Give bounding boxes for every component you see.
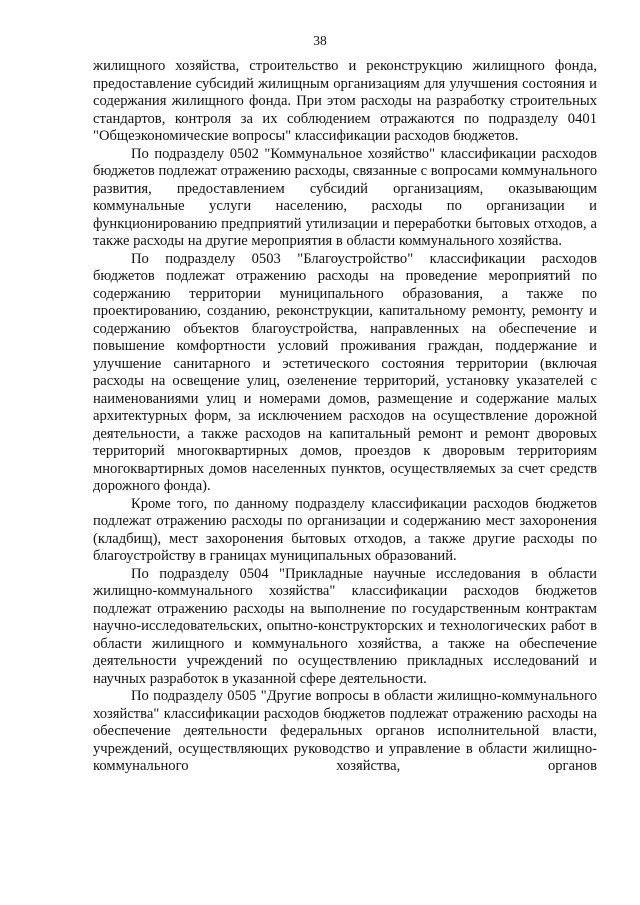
document-body bbox=[93, 58, 597, 776]
paragraph-0504-research: По подразделу 0504 "Прикладные научные исследования в области жилищно-коммунального хозяйства" классификации расходов бюджетов подлежат отражению расходы на выполнение по государственным контрактам научно-исследовательских, опытно-конструкторских и технологических работ в области жилищного и коммунального хозяйства, а также на обеспечение деятельности учреждений по осуществлению прикладных исследований и научных разработок в указанной сфере деятельности. bbox=[93, 565, 597, 687]
page-number: 38 bbox=[313, 33, 327, 48]
paragraph-0503-burial: Кроме того, по данному подразделу классификации расходов бюджетов подлежат отражению расходы по организации и содержанию мест захоронения (кладбищ), мест захоронения бытовых отходов, а также другие расходы по благоустройству в границах муниципальных образований. bbox=[93, 495, 597, 564]
paragraph-0505-other: По подразделу 0505 "Другие вопросы в области жилищно-коммунального хозяйства" классификации расходов бюджетов подлежат отражению расходы на обеспечение деятельности федеральных органов исполнительной власти, учреждений, осуществляющих руководство и управление в области жилищно-коммунального хозяйства, органов bbox=[93, 688, 597, 774]
paragraph-0502-communal: По подразделу 0502 "Коммунальное хозяйство" классификации расходов бюджетов подлежат отражению расходы, связанные с вопросами коммунального развития, предоставлением субсидий организациям, оказывающим коммунальные услуги населению, расходы по организации и функционированию предприятий утилизации и переработки бытовых отходов, а также расходы на другие мероприятия в области коммунального хозяйства. bbox=[93, 145, 597, 249]
paragraph-housing-continuation: жилищного хозяйства, строительство и реконструкцию жилищного фонда, предоставление субсидий жилищным организациям для улучшения состояния и содержания жилищного фонда. При этом расходы на разработку строительных стандартов, контроля за их соблюдением отражаются по подразделу 0401 "Общеэкономические вопросы" классификации расходов бюджетов. bbox=[93, 58, 597, 144]
paragraph-0503-landscaping: По подразделу 0503 "Благоустройство" классификации расходов бюджетов подлежат отражению расходы на проведение мероприятий по содержанию территории муниципального образования, а также по проектированию, созданию, реконструкции, капитальному ремонту, ремонту и содержанию объектов благоустройства, направленных на обеспечение и повышение комфортности условий проживания граждан, поддержание и улучшение санитарного и эстетического состояния территории (включая расходы на освещение улиц, озеленение территорий, установку указателей с наименованиями улиц и номерами домов, размещение и содержание малых архитектурных форм, за исключением расходов на осуществление дорожной деятельности, а также расходов на капитальный ремонт и ремонт дворовых территорий многоквартирных домов, проездов к дворовым территориям многоквартирных домов населенных пунктов, осуществляемых за счет средств дорожного фонда). bbox=[93, 250, 597, 494]
